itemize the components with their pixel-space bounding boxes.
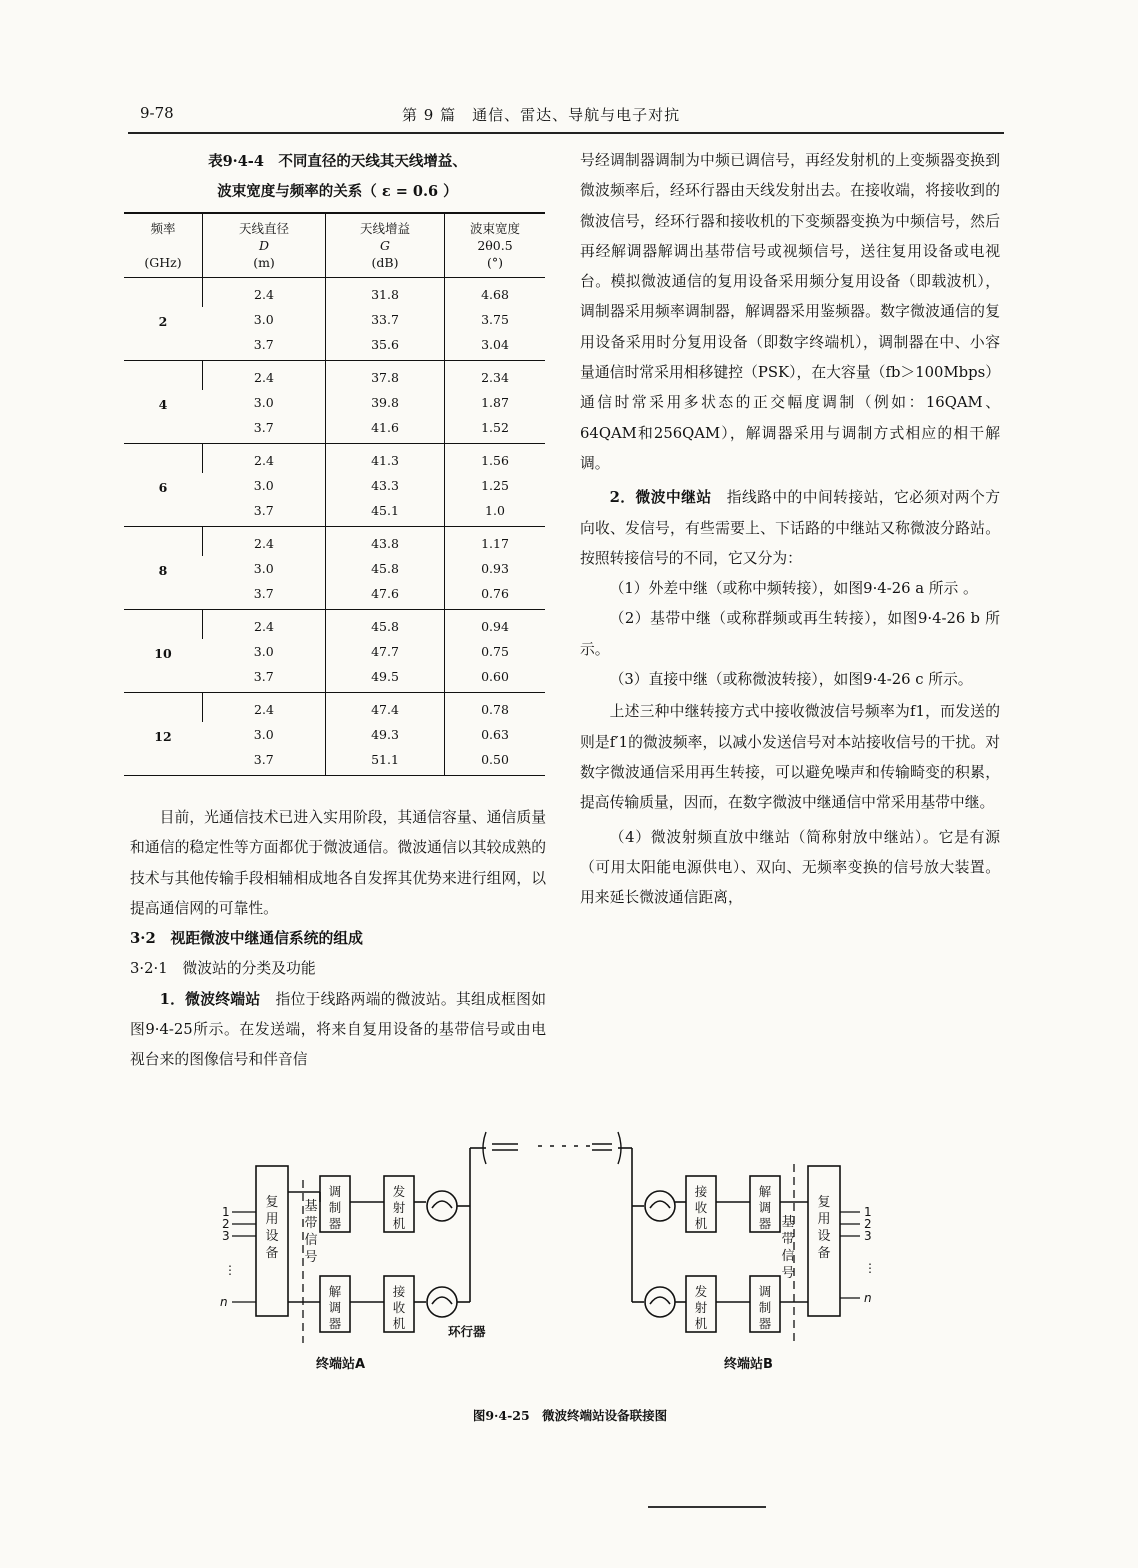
beamwidth-cell: 1.25 — [445, 473, 546, 498]
svg-text:调制器: 调制器 — [758, 1284, 772, 1331]
gain-cell: 37.8 — [326, 361, 445, 391]
relay-station-term: 2．微波中继站 — [609, 489, 712, 507]
table-caption-line2: 波束宽度与频率的关系（ ε = 0.6 ） — [217, 183, 458, 200]
diameter-cell: 2.4 — [203, 527, 326, 557]
circulator-tx-a — [427, 1191, 457, 1221]
station-b — [618, 1148, 876, 1372]
beamwidth-cell: 0.94 — [445, 610, 546, 640]
chapter-title: 第 9 篇 通信、雷达、导航与电子对抗 — [402, 106, 681, 124]
table-row — [124, 361, 545, 391]
microwave-link — [483, 1132, 621, 1164]
diameter-cell: 2.4 — [203, 610, 326, 640]
diameter-cell: 3.0 — [253, 561, 274, 576]
page-number: 9-78 — [140, 104, 174, 122]
gain-cell: 45.1 — [326, 498, 445, 527]
mux-a-char1: 复 — [265, 1195, 279, 1210]
beamwidth-cell: 0.78 — [445, 693, 546, 723]
station-a — [220, 1148, 486, 1372]
mux-box-b — [808, 1166, 840, 1316]
gain-cell: 43.8 — [326, 527, 445, 557]
baseband-label-b: 基带信号 — [781, 1215, 795, 1281]
diameter-cell: 2.4 — [203, 444, 326, 474]
table-row — [124, 444, 545, 474]
port-dots-label: ⋮ — [224, 1263, 236, 1277]
terminal-station-term: 1．微波终端站 — [159, 990, 261, 1008]
circulator-rx-a — [427, 1287, 457, 1317]
gain-cell: 33.7 — [326, 307, 445, 332]
right-column-text — [580, 146, 1000, 913]
beamwidth-cell: 3.75 — [445, 307, 546, 332]
gain-cell: 45.8 — [326, 556, 445, 581]
paragraph-rf-repeater: （4）微波射频直放中继站（简称射放中继站）。它是有源（可用太阳能电源供电）、双向、无频率变换的信号放大装置。用来延长微波通信距离， — [580, 828, 1000, 907]
gain-cell: 41.3 — [326, 444, 445, 474]
gain-cell: 43.3 — [326, 473, 445, 498]
beamwidth-cell: 1.87 — [445, 390, 546, 415]
diameter-cell: 2.4 — [203, 278, 326, 308]
subsection-heading-3-2-1: 3·2·1 微波站的分类及功能 — [130, 960, 316, 978]
table-caption-line1: 表9·4-4 不同直径的天线其天线增益、 — [208, 153, 467, 170]
diameter-cell: 3.7 — [203, 332, 326, 361]
port-3-label: 3 — [222, 1229, 230, 1243]
page-header — [140, 104, 1000, 130]
header-frequency: 频率 (GHz) — [124, 213, 203, 278]
beamwidth-cell: 3.04 — [445, 332, 546, 361]
diameter-cell: 3.0 — [253, 644, 274, 659]
beamwidth-cell: 1.17 — [445, 527, 546, 557]
paragraph-optical-comm: 目前，光通信技术已进入实用阶段，其通信容量、通信质量和通信的稳定性等方面都优于微波通信。微波通信以其较成熟的技术与其他传输手段相辅相成地各自发挥其优势来进行组网，以提高通信网的可靠性。 — [130, 809, 546, 917]
gain-cell: 47.4 — [326, 693, 445, 723]
transmitter-box-b — [686, 1276, 716, 1332]
footer-rule — [648, 1506, 766, 1508]
header-rule — [128, 132, 1004, 134]
demodulator-box-b — [750, 1176, 780, 1232]
port-n-label: n — [220, 1295, 228, 1309]
section-heading-3-2: 3·2 视距微波中继通信系统的组成 — [130, 930, 363, 948]
gain-cell: 47.6 — [326, 581, 445, 610]
paragraph-terminal-station-cont: 号经调制器调制为中频已调信号，再经发射机的上变频器变换到微波频率后，经环行器由天线发射出去。在接收端，将接收到的微波信号，经环行器和接收机的下变频器变换为中频信号，然后再经解调器解调出基带信号或视频信号，送往复用设备或电视台。模拟微波通信的复用设备采用频分复用设备（即载波机），调制器采用频率调制器，解调器采用鉴频器。数字微波通信的复用设备采用时分复用设备（即数字终端机），调制器在中、小容量通信时常采用相移键控（PSK），在大容量（fb＞100Mbps）通信时常采用多状态的正交幅度调制（例如：16QAM、64QAM和256QAM），解调器采用与调制方式相应的相干解调。 — [580, 152, 1000, 472]
port-2-label: 2 — [222, 1217, 230, 1231]
beamwidth-cell: 0.60 — [445, 664, 546, 693]
demodulator-box-a — [320, 1276, 350, 1332]
svg-text:发射机: 发射机 — [392, 1184, 406, 1231]
header-gain: 天线增益 G (dB) — [326, 213, 445, 278]
svg-text:解调器: 解调器 — [328, 1284, 342, 1331]
diameter-cell: 3.7 — [203, 664, 326, 693]
gain-cell: 47.7 — [326, 639, 445, 664]
gain-cell: 49.5 — [326, 664, 445, 693]
receiver-box-a — [384, 1276, 414, 1332]
diameter-cell: 3.7 — [203, 415, 326, 444]
beamwidth-cell: 0.50 — [445, 747, 546, 776]
beamwidth-cell: 0.63 — [445, 722, 546, 747]
station-b-label: 终端站B — [724, 1357, 773, 1372]
mux-box-a — [256, 1166, 288, 1316]
table-row — [124, 693, 545, 723]
input-ports-a — [220, 1205, 256, 1309]
beamwidth-cell: 0.76 — [445, 581, 546, 610]
diameter-cell: 3.0 — [253, 312, 274, 327]
gain-cell: 49.3 — [326, 722, 445, 747]
svg-text:n: n — [864, 1291, 872, 1305]
frequency-cell: 10 — [124, 610, 203, 693]
frequency-cell: 12 — [124, 693, 203, 776]
gain-cell: 35.6 — [326, 332, 445, 361]
paragraph-relay-station: 2．微波中继站 指线路中的中间转接站，它必须对两个方向收、发信号，有些需要上、下话路的中继站又称微波分路站。按照转接信号的不同，它又分为： — [580, 489, 1000, 567]
frequency-cell: 2 — [124, 278, 203, 361]
frequency-cell: 8 — [124, 527, 203, 610]
table-row — [124, 527, 545, 557]
frequency-cell: 6 — [124, 444, 203, 527]
diameter-cell: 2.4 — [203, 693, 326, 723]
gain-cell: 51.1 — [326, 747, 445, 776]
gain-cell: 41.6 — [326, 415, 445, 444]
svg-text:复用设备: 复用设备 — [265, 1195, 279, 1261]
svg-text:接收机: 接收机 — [392, 1284, 406, 1331]
table-body — [124, 278, 545, 776]
circulator-rx-b — [645, 1191, 675, 1221]
station-a-label: 终端站A — [316, 1357, 366, 1372]
table-header-row — [124, 213, 545, 278]
diameter-cell: 3.0 — [253, 727, 274, 742]
antenna-gain-table — [124, 212, 545, 776]
modulator-box-a — [320, 1176, 350, 1232]
relay-type-1: （1）外差中继（或称中频转接），如图9·4-26 a 所示 。 — [609, 580, 978, 598]
relay-type-3: （3）直接中继（或称微波转接），如图9·4-26 c 所示。 — [609, 671, 973, 689]
svg-text:复用设备: 复用设备 — [817, 1195, 831, 1261]
beamwidth-cell: 2.34 — [445, 361, 546, 391]
port-1-label: 1 — [222, 1205, 230, 1219]
beamwidth-cell: 0.93 — [445, 556, 546, 581]
svg-text:发射机: 发射机 — [694, 1284, 708, 1331]
beamwidth-cell: 0.75 — [445, 639, 546, 664]
svg-text:解调器: 解调器 — [758, 1184, 772, 1231]
gain-cell: 31.8 — [326, 278, 445, 308]
beamwidth-cell: 1.0 — [445, 498, 546, 527]
diameter-cell: 3.0 — [253, 395, 274, 410]
beamwidth-cell: 4.68 — [445, 278, 546, 308]
beamwidth-cell: 1.56 — [445, 444, 546, 474]
frequency-cell: 4 — [124, 361, 203, 444]
terminal-station-diagram — [200, 1118, 920, 1378]
paragraph-terminal-station: 1．微波终端站 指位于线路两端的微波站。其组成框图如图9·4-25所示。在发送端，将来自复用设备的基带信号或由电视台来的图像信号和伴音信 — [130, 990, 546, 1069]
svg-text:2: 2 — [864, 1217, 872, 1231]
transmitter-box-a — [384, 1176, 414, 1232]
svg-text:⋮: ⋮ — [864, 1261, 876, 1275]
svg-text:调制器: 调制器 — [328, 1184, 342, 1231]
relay-type-2: （2）基带中继（或称群频或再生转接），如图9·4-26 b 所示。 — [580, 610, 1000, 658]
svg-text:1: 1 — [864, 1205, 872, 1219]
beamwidth-cell: 1.52 — [445, 415, 546, 444]
circulator-label: 环行器 — [448, 1324, 486, 1339]
diameter-cell: 3.7 — [203, 747, 326, 776]
diameter-cell: 2.4 — [203, 361, 326, 391]
figure-caption: 图9·4-25 微波终端站设备联接图 — [472, 1408, 668, 1423]
output-ports-b — [840, 1205, 876, 1305]
gain-cell: 39.8 — [326, 390, 445, 415]
paragraph-relay-frequency: 上述三种中继转接方式中接收微波信号频率为f1，而发送的则是f′1的微波频率，以减小发送信号对本站接收信号的干扰。对数字微波通信采用再生转接，可以避免噪声和传输畸变的积累，提高传输质量，因而，在数字微波中继通信中常采用基带中继。 — [580, 703, 1000, 812]
modulator-box-b — [750, 1276, 780, 1332]
baseband-label-a: 基带信号 — [304, 1199, 318, 1265]
diameter-cell: 3.7 — [203, 498, 326, 527]
circulator-tx-b — [645, 1287, 675, 1317]
diameter-cell: 3.7 — [203, 581, 326, 610]
receiver-box-b — [686, 1176, 716, 1232]
table-row — [124, 610, 545, 640]
diameter-cell: 3.0 — [253, 478, 274, 493]
left-column-text — [130, 803, 546, 1076]
header-diameter: 天线直径 D (m) — [203, 213, 326, 278]
svg-text:3: 3 — [864, 1229, 872, 1243]
table-row — [124, 278, 545, 308]
header-beamwidth: 波束宽度 2θ0.5 (°) — [445, 213, 546, 278]
gain-cell: 45.8 — [326, 610, 445, 640]
svg-text:接收机: 接收机 — [694, 1184, 708, 1231]
